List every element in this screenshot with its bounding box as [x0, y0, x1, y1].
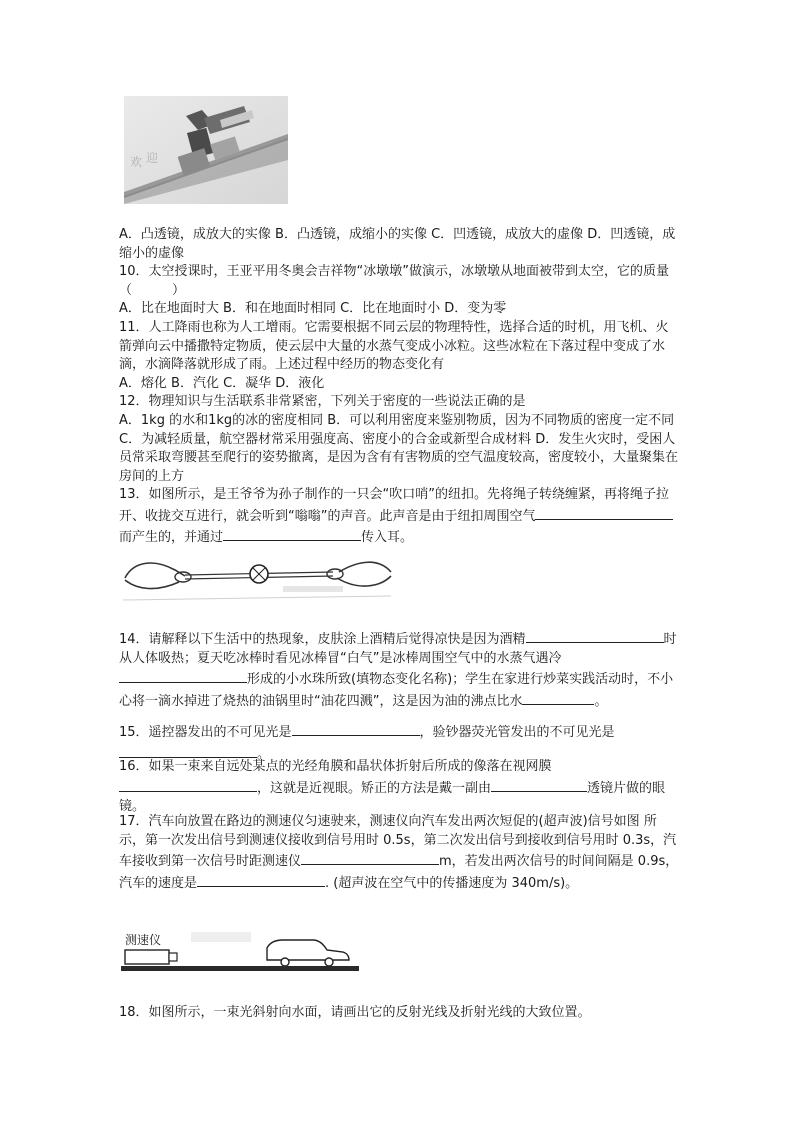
q14-blank-3[interactable] [522, 690, 594, 705]
q11-options: A．熔化 B．汽化 C．凝华 D．液化 [119, 376, 325, 391]
q16-blank-1[interactable] [119, 777, 257, 792]
lens-photo-figure [124, 96, 288, 204]
q13-text: 13．如图所示，是王爷爷为孙子制作的一只会“吹口哨”的纽扣。先将绳子转绕缠紧，再将绳子拉开、收拢交互进行，就会听到“嗡嗡”的声音。此声音是由于纽扣周围空气而产生的，并通过 传入耳。 [119, 486, 679, 548]
q17-blank-2[interactable] [197, 872, 325, 887]
q13-blank-1[interactable] [535, 505, 673, 520]
q15-blank-1[interactable] [292, 721, 420, 736]
q12-stem: 12．物理知识与生活联系非常紧密，下列关于密度的一些说法正确的是 [119, 394, 526, 409]
speed-meter-figure [121, 926, 361, 974]
button-whistle-figure [123, 550, 393, 612]
q14-blank-2[interactable] [119, 668, 247, 683]
svg-text:欢: 欢 [130, 155, 143, 169]
q13-blank-2[interactable] [223, 526, 361, 541]
q14-text: 14．请解释以下生活中的热现象，皮肤涂上酒精后觉得凉快是因为酒精 时从人体吸热；夏天吃冰棒时看见冰棒冒“白气”是冰棒周围空气中的水蒸气遇冷形成的小水珠所致(填物态变化名称)；学生在家进行炒菜实践活动时，不小心将一滴水掉进了烧热的油锅里时“油花四溅”，这是因为油的沸点比水 。 [119, 628, 679, 711]
svg-text:迎: 迎 [146, 151, 159, 165]
q16-blank-2[interactable] [491, 777, 587, 792]
q18-text: 18．如图所示，一束光斜射向水面，请画出它的反射光线及折射光线的大致位置。 [119, 1005, 591, 1020]
q17-text: 17．汽车向放置在路边的测速仪匀速驶来，测速仪向汽车发出两次短促的(超声波)信号如图 所示，第一次发出信号到测速仪接收到信号用时 0.5s，第二次发出信号到接收到信号用时 0.3s，汽车接收到第一次信号时距测速仪 m，若发出两次信号的时间间隔是 0.9s， 汽车的速度是 . (超声波在空气中的传播速度为 340m/s)。 [119, 814, 679, 891]
q17-blank-1[interactable] [301, 850, 439, 865]
q16-text: 16．如果一束来自远处某点的光经角膜和晶状体折射后所成的像落在视网膜，这就是近视眼。矫正的方法是戴一副由 透镜片做的眼镜。 [119, 759, 666, 815]
q15-text: 15．遥控器发出的不可见光是 ，验钞器荧光管发出的不可见光是。 [119, 721, 679, 764]
q10-stem: 10．太空授课时，王亚平用冬奥会吉祥物“冰墩墩”做演示，冰墩墩从地面被带到太空，它的质量（ ） [119, 264, 670, 298]
q9-options: A．凸透镜，成放大的实像 B．凸透镜，成缩小的实像 C．凹透镜，成放大的虚像 D．凹透镜，成缩小的虚像 [119, 227, 676, 261]
q10-options: A．比在地面时大 B．和在地面时相同 C．比在地面时小 D．变为零 [119, 301, 507, 316]
speed-meter-label: 测速仪 [125, 933, 162, 947]
q15-blank-2[interactable] [119, 743, 257, 758]
q14-blank-1[interactable] [526, 628, 664, 643]
q11-stem: 11．人工降雨也称为人工增雨。它需要根据不同云层的物理特性，选择合适的时机，用飞机、火箭弹向云中播撒特定物质，使云层中大量的水蒸气变成小冰粒。这些冰粒在下落过程中变成了水滴，水滴降落就形成了雨。上述过程中经历的物态变化有 [119, 320, 669, 373]
q12-options: A．1kg 的水和1kg的冰的密度相同 B．可以利用密度来鉴别物质，因为不同物质的密度一定不同 C．为减轻质量，航空器材常采用强度高、密度小的合金或新型合成材料 D．发生火灾时，受困人员常采取弯腰甚至爬行的姿势撤离，是因为含有有害物质的空气温度较高，密度较小，大量聚集在房间的上方 [119, 413, 679, 484]
